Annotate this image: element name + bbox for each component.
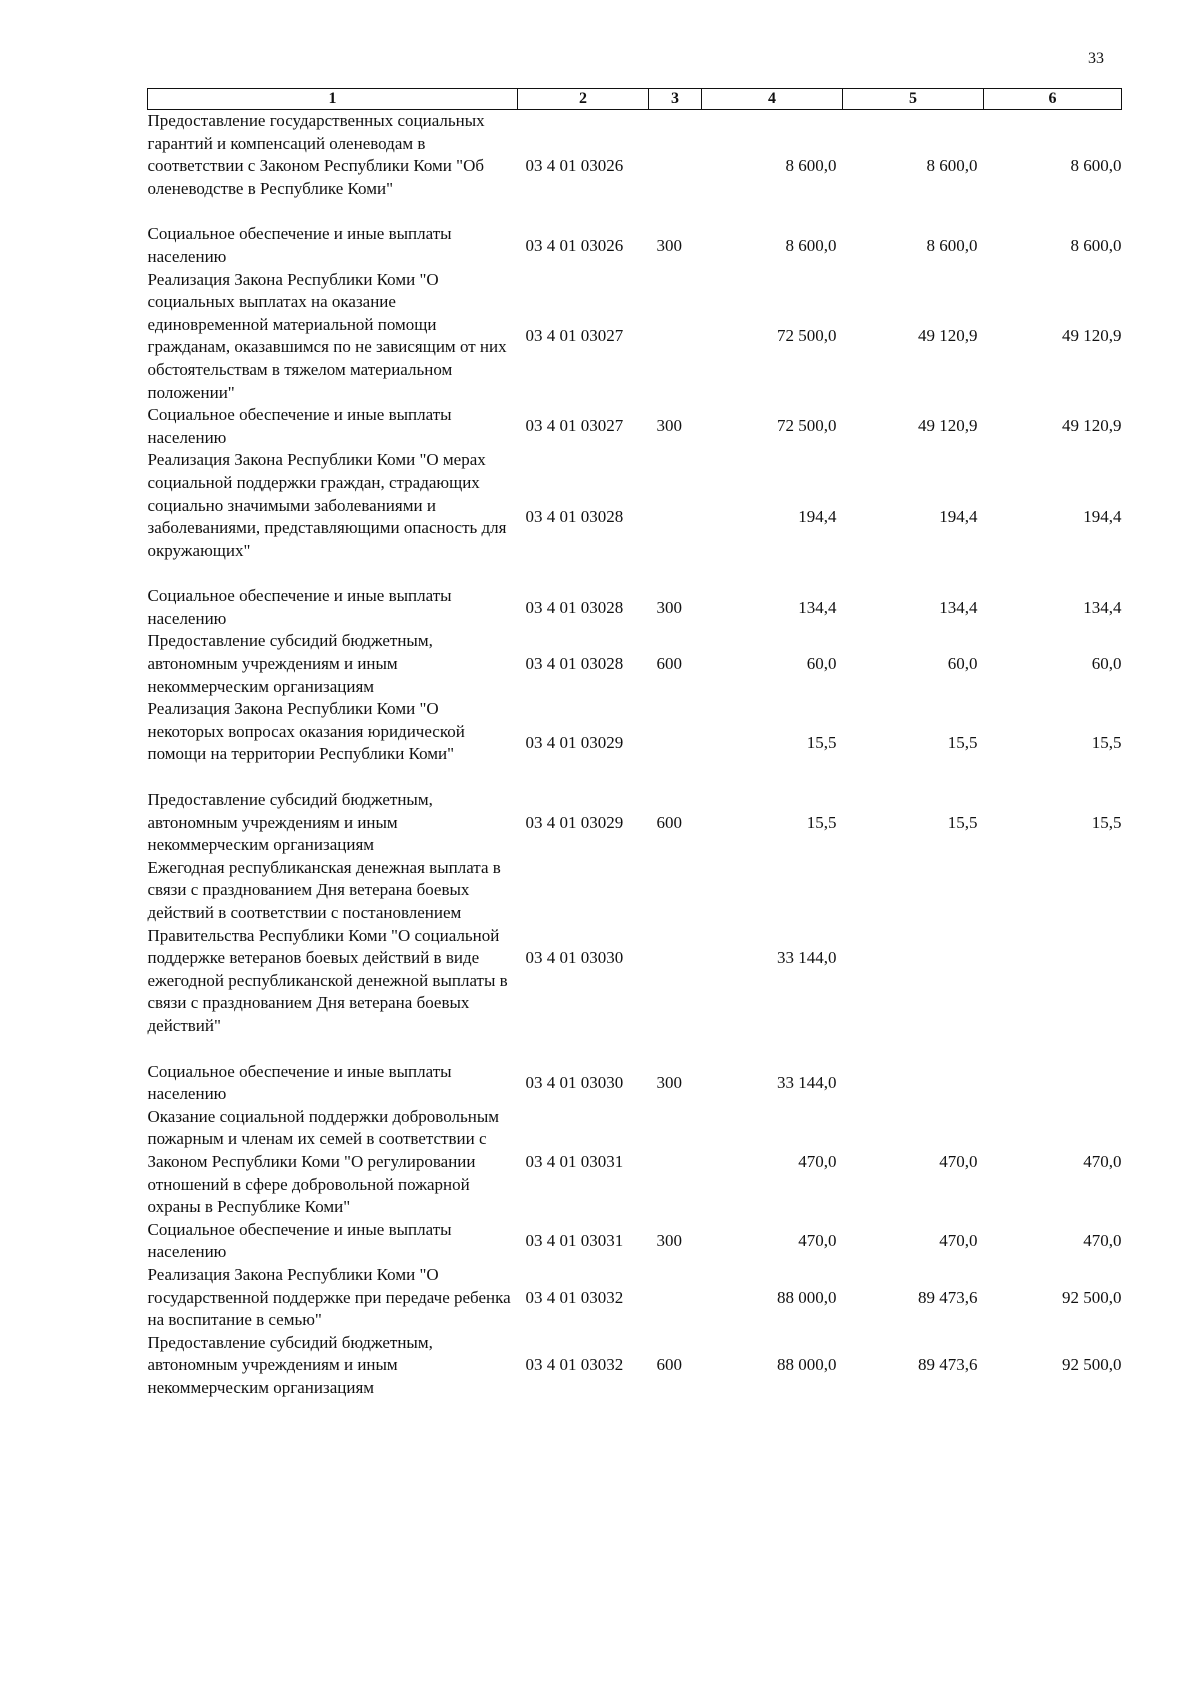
table-row: [148, 1219, 1122, 1264]
row-value-6: 60,0: [1091, 654, 1122, 674]
row-code: 03 4 01 03029: [525, 733, 624, 753]
row-value-6: 134,4: [1083, 597, 1122, 617]
row-value-6: 8 600,0: [1070, 235, 1122, 255]
column-header-2: 2: [518, 89, 649, 110]
row-code: 03 4 01 03027: [525, 416, 624, 436]
row-value-6: 8 600,0: [1070, 156, 1122, 176]
table-row: [148, 404, 1122, 449]
row-value-6: 15,5: [1091, 812, 1122, 832]
table-row: [148, 585, 1122, 630]
row-name: Социальное обеспечение и иные выплаты населению: [147, 1219, 452, 1262]
row-name: Предоставление государственных социальных гарантий и компенсаций оленеводам в соответствии с Законом Республики Коми "Об оленеводстве в Республике Коми": [147, 111, 485, 198]
row-value-5: 470,0: [939, 1151, 978, 1171]
row-value-4: 33 144,0: [777, 948, 837, 968]
table-row: [148, 449, 1122, 585]
row-type: [649, 269, 702, 405]
row-type: 300: [656, 597, 682, 617]
row-code: 03 4 01 03026: [525, 235, 624, 255]
column-header-4: 4: [702, 89, 843, 110]
row-type: 300: [656, 235, 682, 255]
row-value-6: [984, 857, 1122, 1061]
row-value-5: 89 473,6: [918, 1287, 978, 1307]
row-name: Социальное обеспечение и иные выплаты населению: [147, 224, 452, 266]
column-header-3: 3: [649, 89, 702, 110]
row-type: 600: [656, 654, 682, 674]
row-value-5: 60,0: [947, 654, 978, 674]
table-row: [148, 1106, 1122, 1219]
row-value-4: 72 500,0: [777, 326, 837, 346]
row-value-5: 49 120,9: [918, 416, 978, 436]
row-name: Оказание социальной поддержки добровольным пожарным и членам их семей в соответствии с Законом Республики Коми "О регулировании отношений в сфере добровольной пожарной охраны в Республике Коми": [147, 1106, 499, 1217]
row-code: 03 4 01 03030: [525, 1072, 624, 1092]
row-value-6: 470,0: [1083, 1151, 1122, 1171]
row-value-5: 15,5: [947, 733, 978, 753]
row-name: Предоставление субсидий бюджетным, автономным учреждениям и иным некоммерческим организациям: [147, 631, 433, 696]
row-value-5: 8 600,0: [926, 235, 978, 255]
row-value-5: 49 120,9: [918, 326, 978, 346]
row-type: [649, 449, 702, 585]
row-name: Предоставление субсидий бюджетным, автономным учреждениям и иным некоммерческим организациям: [147, 1332, 433, 1397]
row-name: Реализация Закона Республики Коми "О некоторых вопросах оказания юридической помощи на территории Республики Коми": [147, 699, 465, 764]
row-value-4: 470,0: [798, 1151, 837, 1171]
row-value-6: 49 120,9: [1062, 416, 1122, 436]
row-value-4: 33 144,0: [777, 1072, 837, 1092]
table-row: [148, 269, 1122, 405]
row-type: 300: [656, 1231, 682, 1251]
table-row: [148, 1264, 1122, 1332]
row-value-5: 470,0: [939, 1231, 978, 1251]
row-value-4: 15,5: [806, 812, 837, 832]
column-header-6: 6: [984, 89, 1122, 110]
column-header-5: 5: [843, 89, 984, 110]
row-type: 300: [656, 416, 682, 436]
row-type: 600: [656, 1355, 682, 1375]
row-code: 03 4 01 03027: [525, 326, 624, 346]
row-name: Социальное обеспечение и иные выплаты населению: [147, 586, 452, 628]
table-row: [148, 789, 1122, 857]
budget-table: [147, 88, 1122, 1399]
row-value-6: 15,5: [1091, 733, 1122, 753]
row-value-4: 8 600,0: [785, 156, 837, 176]
row-value-5: 8 600,0: [926, 156, 978, 176]
table-row: [148, 857, 1122, 1061]
row-name: Социальное обеспечение и иные выплаты населению: [147, 405, 452, 447]
row-value-4: 134,4: [798, 597, 837, 617]
table-row: [148, 110, 1122, 224]
row-value-4: 72 500,0: [777, 416, 837, 436]
row-value-4: 88 000,0: [777, 1355, 837, 1375]
row-type: [649, 857, 702, 1061]
row-name: Ежегодная республиканская денежная выплата в связи с празднованием Дня ветерана боевых действий в соответствии с постановлением Правительства Республики Коми "О социальной поддержке ветеранов боевых действий в виде ежегодной республиканской денежной выплаты в связи с празднованием Дня ветерана боевых действий": [147, 857, 508, 1035]
row-type: [649, 110, 702, 224]
row-value-5: [843, 1061, 984, 1106]
row-value-6: 49 120,9: [1062, 326, 1122, 346]
row-value-6: 92 500,0: [1062, 1287, 1122, 1307]
row-code: 03 4 01 03031: [525, 1151, 624, 1171]
row-value-5: [843, 857, 984, 1061]
row-value-4: 470,0: [798, 1231, 837, 1251]
table-row: [148, 223, 1122, 268]
row-type: [649, 1106, 702, 1219]
row-name: Социальное обеспечение и иные выплаты населению: [147, 1061, 452, 1104]
row-type: 300: [656, 1072, 682, 1092]
row-type: [649, 1264, 702, 1332]
row-value-6: 92 500,0: [1062, 1355, 1122, 1375]
row-value-5: 15,5: [947, 812, 978, 832]
row-code: 03 4 01 03028: [525, 597, 624, 617]
table-row: [148, 1332, 1122, 1400]
row-code: 03 4 01 03029: [525, 812, 624, 832]
table-row: [148, 1061, 1122, 1106]
table-row: [148, 630, 1122, 698]
row-code: 03 4 01 03028: [525, 654, 624, 674]
row-value-4: 15,5: [806, 733, 837, 753]
row-value-6: 470,0: [1083, 1231, 1122, 1251]
row-value-5: 134,4: [939, 597, 978, 617]
row-value-4: 8 600,0: [785, 235, 837, 255]
row-name: Реализация Закона Республики Коми "О государственной поддержке при передаче ребенка на воспитание в семью": [147, 1264, 511, 1330]
row-type: [649, 698, 702, 789]
row-code: 03 4 01 03028: [525, 507, 624, 526]
column-header-1: 1: [148, 89, 518, 110]
row-value-5: 194,4: [939, 507, 978, 526]
row-code: 03 4 01 03032: [525, 1287, 624, 1307]
row-name: Предоставление субсидий бюджетным, автономным учреждениям и иным некоммерческим организациям: [147, 790, 433, 855]
table-header-row: [148, 89, 1122, 110]
row-value-4: 194,4: [798, 507, 837, 526]
row-name: Реализация Закона Республики Коми "О социальных выплатах на оказание единовременной материальной помощи гражданам, оказавшимся по не зависящим от них обстоятельствам в тяжелом материальном положении": [147, 269, 507, 402]
table-row: [148, 698, 1122, 789]
row-code: 03 4 01 03032: [525, 1355, 624, 1375]
row-name: Реализация Закона Республики Коми "О мерах социальной поддержки граждан, страдающих социально значимыми заболеваниями и заболеваниями, представляющими опасность для окружающих": [147, 450, 507, 560]
row-code: 03 4 01 03026: [525, 156, 624, 176]
row-value-4: 88 000,0: [777, 1287, 837, 1307]
row-value-6: [984, 1061, 1122, 1106]
row-value-5: 89 473,6: [918, 1355, 978, 1375]
row-value-4: 60,0: [806, 654, 837, 674]
row-code: 03 4 01 03030: [525, 948, 624, 968]
row-value-6: 194,4: [1083, 507, 1122, 526]
page-number: 33: [1088, 50, 1104, 67]
row-code: 03 4 01 03031: [525, 1231, 624, 1251]
row-type: 600: [656, 812, 682, 832]
